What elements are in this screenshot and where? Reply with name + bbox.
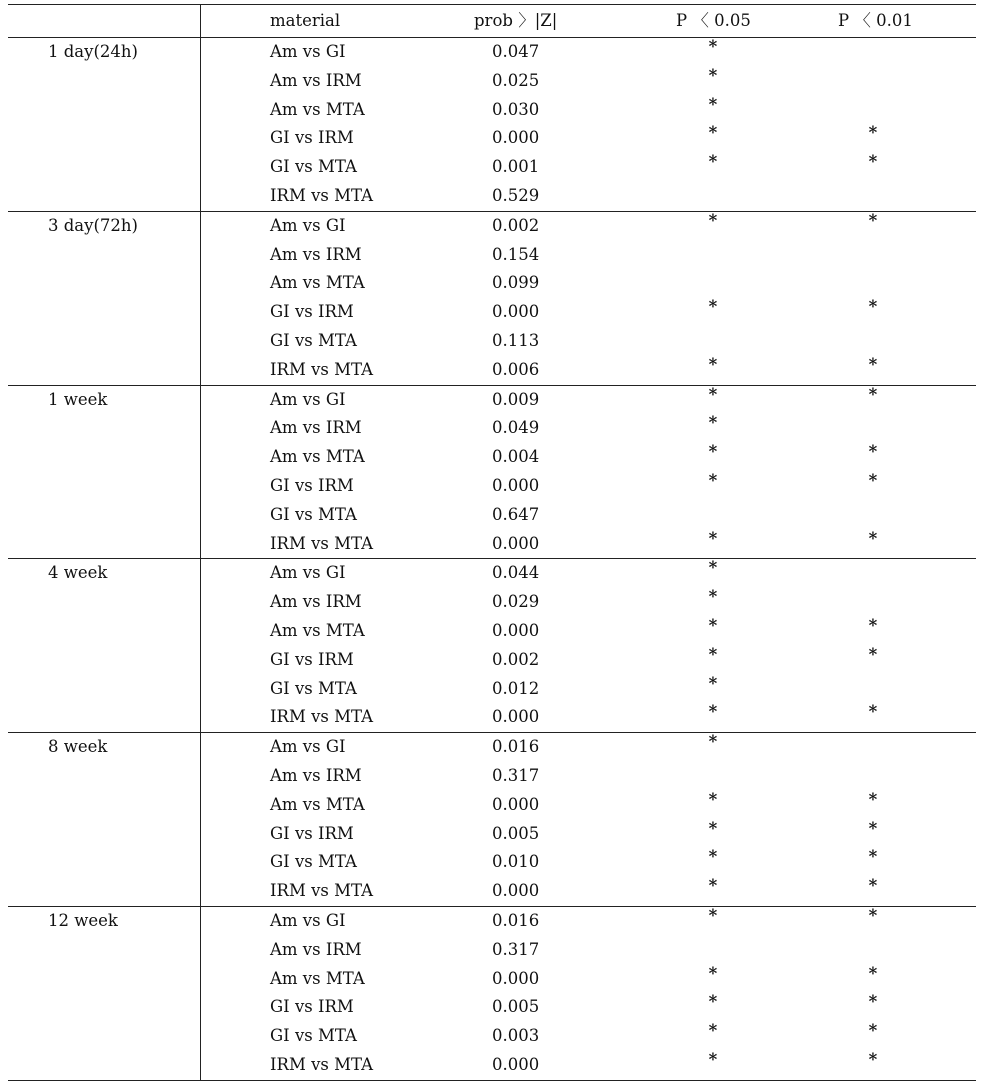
prob-cell: 0.016 (492, 910, 540, 930)
p001-mark: * (868, 644, 878, 664)
material-cell: GI vs MTA (270, 678, 357, 698)
p005-mark: * (708, 789, 718, 809)
material-cell: GI vs IRM (270, 128, 354, 148)
table-row (8, 907, 976, 936)
p005-mark: * (708, 210, 718, 230)
material-cell: GI vs IRM (270, 823, 354, 843)
material-cell: GI vs MTA (270, 504, 357, 524)
header-p005: P 〈 0.05 (676, 11, 751, 30)
table-row (8, 298, 976, 327)
prob-cell: 0.049 (492, 418, 540, 438)
time-group (8, 212, 976, 386)
material-cell: Am vs MTA (270, 273, 365, 293)
prob-cell: 0.317 (492, 765, 540, 785)
p005-mark: * (708, 297, 718, 317)
p005-mark: * (708, 528, 718, 548)
material-cell: GI vs IRM (270, 997, 354, 1017)
table-row (8, 703, 976, 732)
material-cell: GI vs IRM (270, 649, 354, 669)
material-cell: Am vs GI (270, 215, 346, 235)
p005-mark: * (708, 702, 718, 722)
header-material: material (270, 11, 341, 30)
p001-mark: * (868, 847, 878, 867)
material-cell: GI vs IRM (270, 475, 354, 495)
table-row (8, 1022, 976, 1051)
header-prob: prob 〉|Z| (474, 11, 558, 30)
table-row (8, 936, 976, 965)
p001-mark: * (868, 818, 878, 838)
time-cell: 1 week (48, 389, 108, 409)
table-header (8, 4, 976, 38)
table-row (8, 67, 976, 96)
time-group (8, 907, 976, 1081)
prob-cell: 0.047 (492, 42, 540, 61)
p005-mark: * (708, 37, 718, 56)
prob-cell: 0.025 (492, 70, 540, 90)
material-cell: IRM vs MTA (270, 881, 374, 901)
table-row (8, 38, 976, 67)
prob-cell: 0.647 (492, 504, 540, 524)
prob-cell: 0.005 (492, 823, 540, 843)
material-cell: Am vs MTA (270, 968, 365, 988)
p005-mark: * (708, 1021, 718, 1041)
material-cell: GI vs IRM (270, 302, 354, 322)
prob-cell: 0.113 (492, 330, 540, 350)
p005-mark: * (708, 644, 718, 664)
p005-mark: * (708, 1049, 718, 1069)
table-row (8, 269, 976, 298)
table-row (8, 820, 976, 849)
table-row (8, 472, 976, 501)
material-cell: Am vs IRM (270, 244, 362, 264)
table-row (8, 588, 976, 617)
p005-mark: * (708, 963, 718, 983)
table-row (8, 848, 976, 877)
time-group (8, 38, 976, 212)
material-cell: Am vs MTA (270, 620, 365, 640)
prob-cell: 0.000 (492, 707, 540, 727)
table-row (8, 530, 976, 559)
prob-cell: 0.000 (492, 620, 540, 640)
prob-cell: 0.006 (492, 359, 540, 379)
p005-mark: * (708, 123, 718, 143)
prob-cell: 0.030 (492, 99, 540, 119)
time-group (8, 386, 976, 560)
prob-cell: 0.154 (492, 244, 540, 264)
table-body (8, 38, 976, 1081)
p005-mark: * (708, 847, 718, 867)
table-row (8, 386, 976, 415)
p001-mark: * (868, 615, 878, 635)
prob-cell: 0.001 (492, 157, 540, 177)
material-cell: IRM vs MTA (270, 185, 374, 205)
p005-mark: * (708, 384, 718, 404)
prob-cell: 0.010 (492, 852, 540, 872)
prob-cell: 0.016 (492, 737, 540, 757)
prob-cell: 0.029 (492, 592, 540, 612)
p005-mark: * (708, 818, 718, 838)
table-row (8, 501, 976, 530)
material-cell: Am vs IRM (270, 765, 362, 785)
header-p001: P 〈 0.01 (838, 11, 913, 30)
prob-cell: 0.009 (492, 389, 540, 409)
material-cell: GI vs MTA (270, 1026, 357, 1046)
p005-mark: * (708, 615, 718, 635)
p001-mark: * (868, 354, 878, 374)
p001-mark: * (868, 905, 878, 925)
p005-mark: * (708, 152, 718, 172)
time-cell: 4 week (48, 563, 108, 583)
p001-mark: * (868, 152, 878, 172)
prob-cell: 0.004 (492, 447, 540, 467)
p005-mark: * (708, 65, 718, 85)
material-cell: GI vs MTA (270, 330, 357, 350)
time-cell: 3 day(72h) (48, 215, 138, 235)
material-cell: Am vs GI (270, 910, 346, 930)
p001-mark: * (868, 384, 878, 404)
table-row (8, 182, 976, 211)
material-cell: Am vs MTA (270, 794, 365, 814)
table-row (8, 965, 976, 994)
material-cell: GI vs MTA (270, 852, 357, 872)
p005-mark: * (708, 413, 718, 433)
table-row (8, 212, 976, 241)
p005-mark: * (708, 673, 718, 693)
prob-cell: 0.005 (492, 997, 540, 1017)
material-cell: Am vs GI (270, 389, 346, 409)
prob-cell: 0.003 (492, 1026, 540, 1046)
p001-mark: * (868, 1049, 878, 1069)
table-row (8, 356, 976, 385)
material-cell: IRM vs MTA (270, 1054, 374, 1074)
table-row (8, 96, 976, 125)
table-row (8, 559, 976, 588)
material-cell: GI vs MTA (270, 157, 357, 177)
prob-cell: 0.529 (492, 185, 540, 205)
p005-mark: * (708, 442, 718, 462)
prob-cell: 0.000 (492, 881, 540, 901)
material-cell: Am vs MTA (270, 447, 365, 467)
prob-cell: 0.002 (492, 649, 540, 669)
p005-mark: * (708, 470, 718, 490)
prob-cell: 0.000 (492, 533, 540, 553)
p005-mark: * (708, 992, 718, 1012)
material-cell: Am vs IRM (270, 418, 362, 438)
material-cell: Am vs IRM (270, 592, 362, 612)
p001-mark: * (868, 470, 878, 490)
prob-cell: 0.000 (492, 794, 540, 814)
table-row (8, 646, 976, 675)
p001-mark: * (868, 442, 878, 462)
table-row (8, 443, 976, 472)
prob-cell: 0.099 (492, 273, 540, 293)
p001-mark: * (868, 1021, 878, 1041)
p001-mark: * (868, 210, 878, 230)
p005-mark: * (708, 732, 718, 752)
material-cell: Am vs GI (270, 563, 346, 583)
table-row (8, 241, 976, 270)
table-row (8, 675, 976, 704)
prob-cell: 0.000 (492, 1054, 540, 1074)
table-row (8, 993, 976, 1022)
material-cell: IRM vs MTA (270, 707, 374, 727)
material-cell: Am vs IRM (270, 70, 362, 90)
table-row (8, 877, 976, 906)
table-row (8, 327, 976, 356)
prob-cell: 0.044 (492, 563, 540, 583)
p001-mark: * (868, 123, 878, 143)
material-cell: Am vs IRM (270, 939, 362, 959)
prob-cell: 0.000 (492, 302, 540, 322)
table-row (8, 791, 976, 820)
table-row (8, 414, 976, 443)
p005-mark: * (708, 587, 718, 607)
results-table (8, 4, 976, 1081)
table-row (8, 762, 976, 791)
p005-mark: * (708, 354, 718, 374)
time-cell: 1 day(24h) (48, 42, 138, 61)
time-group (8, 559, 976, 733)
prob-cell: 0.317 (492, 939, 540, 959)
table-row (8, 733, 976, 762)
p001-mark: * (868, 702, 878, 722)
p005-mark: * (708, 905, 718, 925)
table-row (8, 617, 976, 646)
time-group (8, 733, 976, 907)
p001-mark: * (868, 992, 878, 1012)
material-cell: Am vs GI (270, 42, 346, 61)
p005-mark: * (708, 94, 718, 114)
p001-mark: * (868, 789, 878, 809)
p001-mark: * (868, 876, 878, 896)
prob-cell: 0.000 (492, 968, 540, 988)
material-cell: Am vs MTA (270, 99, 365, 119)
p001-mark: * (868, 963, 878, 983)
p001-mark: * (868, 528, 878, 548)
material-cell: Am vs GI (270, 737, 346, 757)
table-row (8, 1051, 976, 1080)
table-row (8, 124, 976, 153)
time-cell: 8 week (48, 737, 108, 757)
time-cell: 12 week (48, 910, 118, 930)
p005-mark: * (708, 558, 718, 578)
material-cell: IRM vs MTA (270, 533, 374, 553)
p005-mark: * (708, 876, 718, 896)
prob-cell: 0.002 (492, 215, 540, 235)
table-row (8, 153, 976, 182)
prob-cell: 0.000 (492, 475, 540, 495)
material-cell: IRM vs MTA (270, 359, 374, 379)
prob-cell: 0.012 (492, 678, 540, 698)
p001-mark: * (868, 297, 878, 317)
prob-cell: 0.000 (492, 128, 540, 148)
